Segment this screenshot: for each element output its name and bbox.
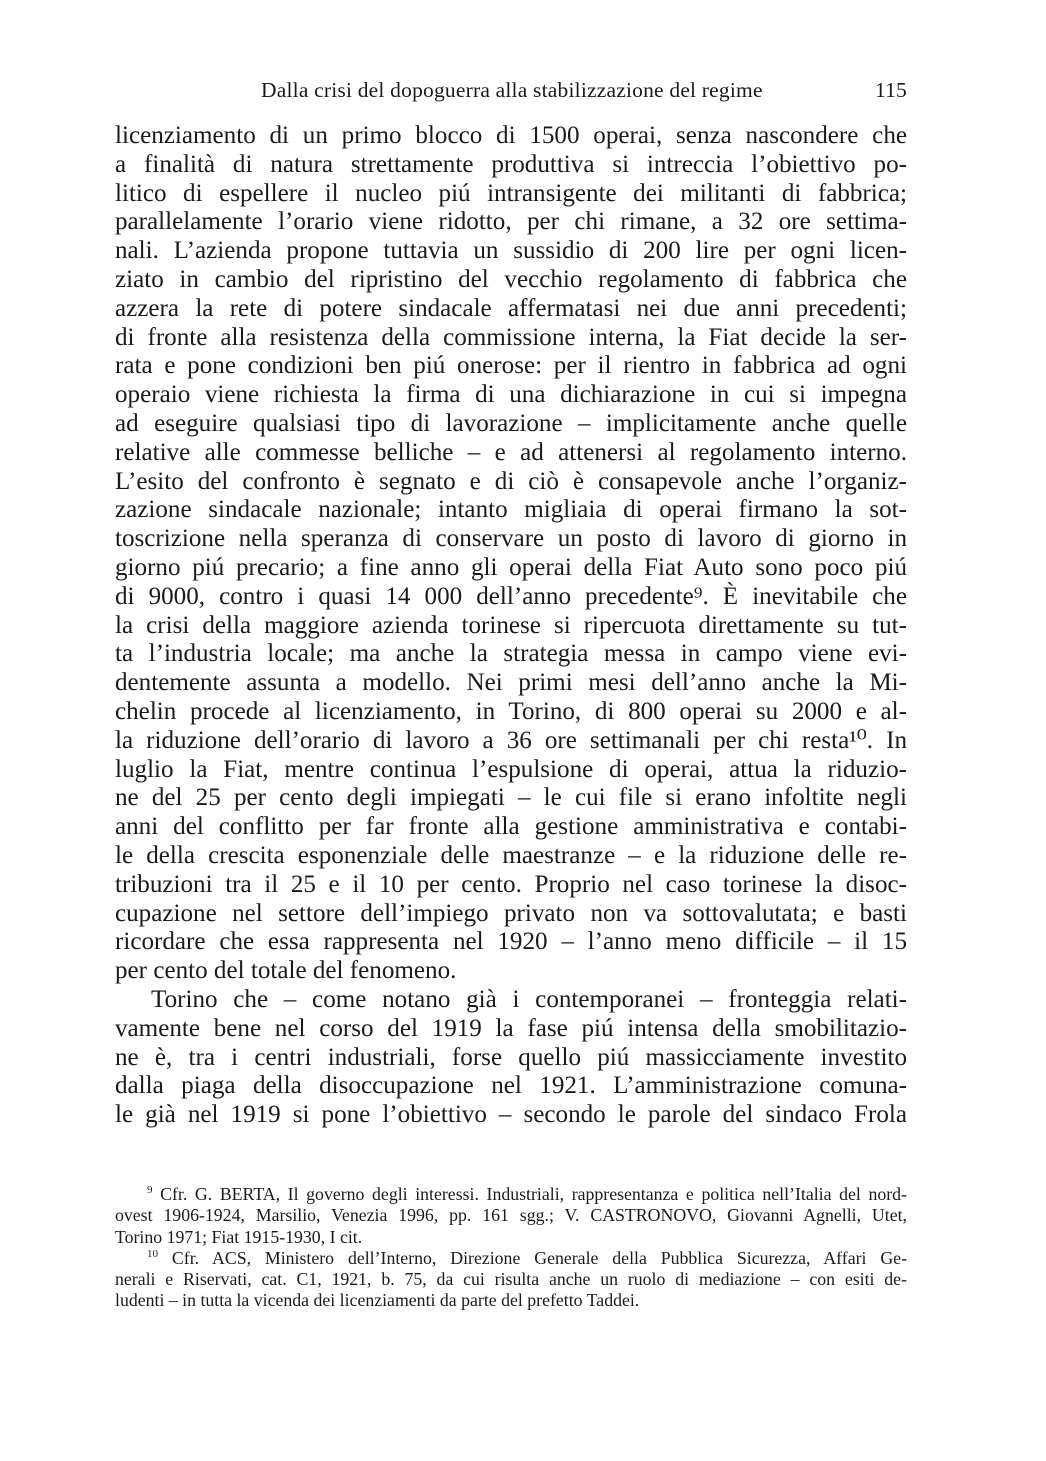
text-line: anni del conflitto per far fronte alla gestione amministrativa e contabi- <box>115 813 907 841</box>
body-text <box>115 122 907 1130</box>
footnote-line <box>115 1184 907 1205</box>
footnote-10 <box>115 1248 907 1312</box>
footnote-line-text: Cfr. G. BERTA, Il governo degli interessi. Industriali, rappresentanza e politica nell’Italia del nord- <box>160 1184 907 1204</box>
text-line: le già nel 1919 si pone l’obiettivo – secondo le parole del sindaco Frola <box>115 1101 907 1129</box>
text-line: nali. L’azienda propone tuttavia un sussidio di 200 lire per ogni licen- <box>115 237 907 265</box>
page-number: 115 <box>874 78 907 102</box>
text-line: di fronte alla resistenza della commissione interna, la Fiat decide la ser- <box>115 323 907 351</box>
text-line: la crisi della maggiore azienda torinese si ripercuota direttamente su tut- <box>115 611 907 639</box>
text-line: toscrizione nella speranza di conservare un posto di lavoro di giorno in <box>115 525 907 553</box>
footnote-9 <box>115 1184 907 1248</box>
footnote-line: nerali e Riservati, cat. C1, 1921, b. 75, da cui risulta anche un ruolo di mediazione – con esiti de- <box>115 1269 907 1290</box>
footnote-line: Torino 1971; Fiat 1915-1930, I cit. <box>115 1226 363 1247</box>
text-line: rata e pone condizioni ben piú onerose: per il rientro in fabbrica ad ogni <box>115 352 907 380</box>
text-line: ad eseguire qualsiasi tipo di lavorazione – implicitamente anche quelle <box>115 409 907 437</box>
text-line: ziato in cambio del ripristino del vecchio regolamento di fabbrica che <box>115 265 907 293</box>
footnote-line-text: Cfr. ACS, Ministero dell’Interno, Direzione Generale della Pubblica Sicurezza, Affari Ge- <box>171 1247 907 1268</box>
footnotes <box>115 1184 907 1312</box>
text-line: tribuzioni tra il 25 e il 10 per cento. Proprio nel caso torinese la disoc- <box>115 870 907 898</box>
footnote-line: ludenti – in tutta la vicenda dei licenziamenti da parte del prefetto Taddei. <box>115 1290 640 1311</box>
text-line: a finalità di natura strettamente produttiva si intreccia l’obiettivo po- <box>115 150 907 178</box>
text-line: ne del 25 per cento degli impiegati – le cui file si erano infoltite negli <box>115 784 907 812</box>
text-line: dentemente assunta a modello. Nei primi mesi dell’anno anche la Mi- <box>115 669 907 697</box>
footnote-mark: 10 <box>147 1247 158 1260</box>
text-line: parallelamente l’orario viene ridotto, per chi rimane, a 32 ore settima- <box>115 208 907 236</box>
footnote-line <box>115 1248 907 1269</box>
text-line: per cento del totale del fenomeno. <box>115 957 457 985</box>
running-head <box>115 78 907 112</box>
text-line: relative alle commesse belliche – e ad attenersi al regolamento interno. <box>115 438 907 466</box>
text-line: luglio la Fiat, mentre continua l’espulsione di operai, attua la riduzio- <box>115 755 907 783</box>
text-line: le della crescita esponenziale delle maestranze – e la riduzione delle re- <box>115 841 907 869</box>
text-line: ricordare che essa rappresenta nel 1920 – l’anno meno difficile – il 15 <box>115 928 907 956</box>
text-line: operaio viene richiesta la firma di una dichiarazione in cui si impegna <box>115 381 907 409</box>
text-line: dalla piaga della disoccupazione nel 1921. L’amministrazione comuna- <box>115 1072 907 1100</box>
text-line: L’esito del confronto è segnato e di ciò è consapevole anche l’organiz- <box>115 467 907 495</box>
text-line: cupazione nel settore dell’impiego privato non va sottovalutata; e basti <box>115 899 907 927</box>
text-line: ne è, tra i centri industriali, forse quello piú massicciamente investito <box>115 1043 907 1071</box>
running-title: Dalla crisi del dopoguerra alla stabilizzazione del regime <box>261 78 763 102</box>
text-line: Torino che – come notano già i contemporanei – fronteggia relati- <box>151 985 907 1013</box>
text-line: giorno piú precario; a fine anno gli operai della Fiat Auto sono poco piú <box>115 553 907 581</box>
text-line: ta l’industria locale; ma anche la strategia messa in campo viene evi- <box>115 640 907 668</box>
text-line: zazione sindacale nazionale; intanto migliaia di operai firmano la sot- <box>115 496 907 524</box>
text-line: di 9000, contro i quasi 14 000 dell’anno precedente⁹. È inevitabile che <box>115 582 907 610</box>
footnote-line: ovest 1906-1924, Marsilio, Venezia 1996, pp. 161 sgg.; V. CASTRONOVO, Giovanni Agnelli, Utet, <box>115 1205 907 1226</box>
text-line: chelin procede al licenziamento, in Torino, di 800 operai su 2000 e al- <box>115 697 907 725</box>
text-line: azzera la rete di potere sindacale affermatasi nei due anni precedenti; <box>115 294 907 322</box>
text-line: la riduzione dell’orario di lavoro a 36 ore settimanali per chi resta¹⁰. In <box>115 726 907 754</box>
text-line: litico di espellere il nucleo piú intransigente dei militanti di fabbrica; <box>115 179 907 207</box>
book-page <box>115 78 907 1311</box>
text-line: vamente bene nel corso del 1919 la fase piú intensa della smobilitazio- <box>115 1014 907 1042</box>
footnote-mark: 9 <box>147 1184 153 1197</box>
text-line: licenziamento di un primo blocco di 1500 operai, senza nascondere che <box>115 122 907 149</box>
